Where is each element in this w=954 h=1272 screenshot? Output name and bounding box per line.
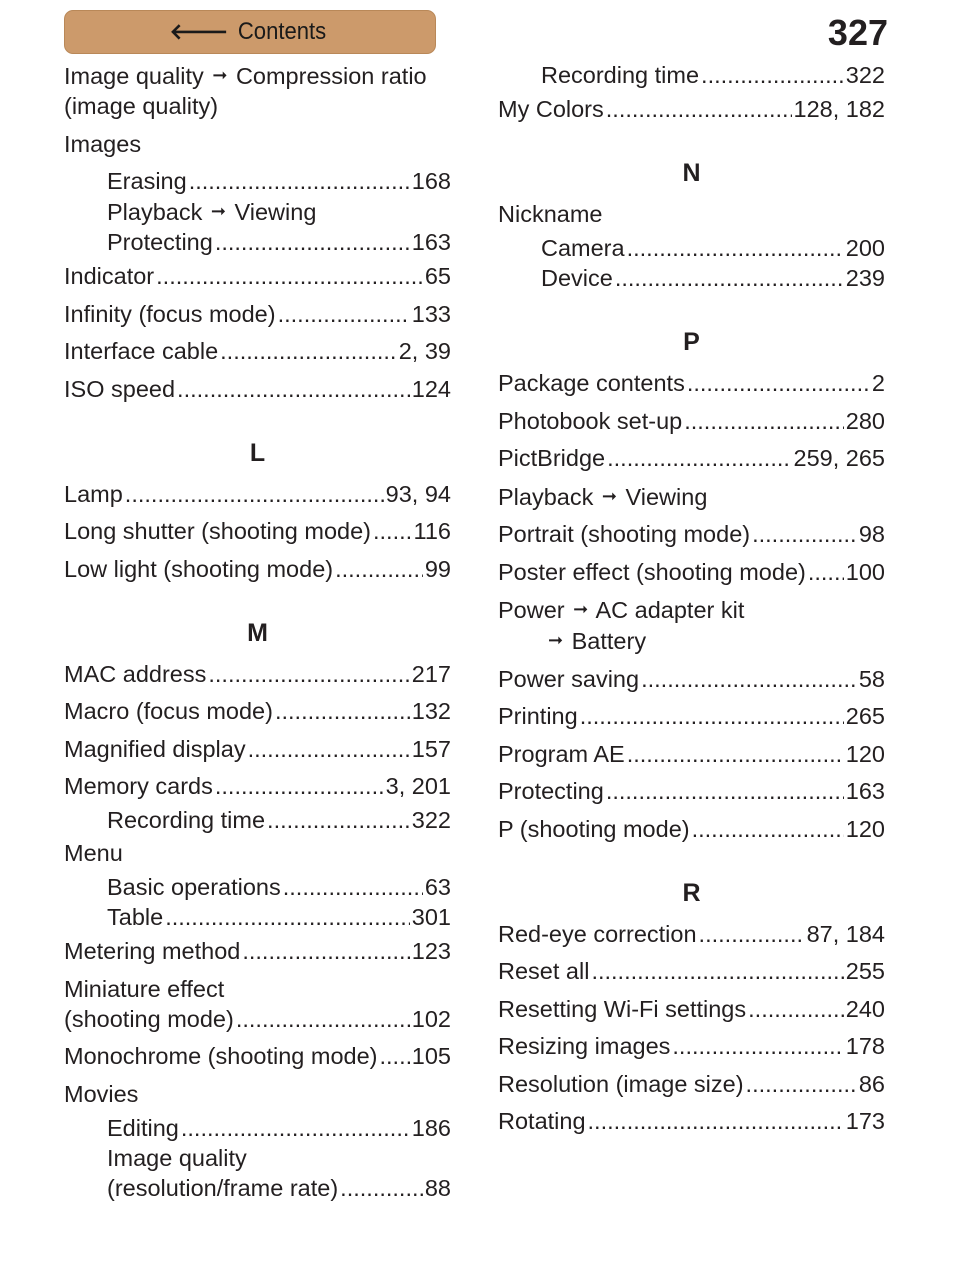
section-heading-n: N — [682, 159, 701, 187]
arrow-left-icon: 🡐 — [169, 19, 229, 44]
index-entry: Movies — [64, 1080, 139, 1107]
index-entry[interactable]: Resetting Wi-Fi settings ..... 240 — [498, 994, 885, 1024]
index-entry-continued[interactable]: (shooting mode) ..... 102 — [64, 1004, 451, 1034]
index-entry: Images — [64, 130, 142, 157]
index-subentry: Image quality — [107, 1144, 247, 1171]
index-entry: Power ➞ AC adapter kit — [498, 597, 745, 623]
index-entry[interactable]: Interface cable ..... 2, 39 — [64, 336, 451, 366]
right-arrow-icon: ➞ — [601, 485, 617, 506]
section-heading-p: P — [683, 328, 700, 356]
index-entry[interactable]: Monochrome (shooting mode) ..... 105 — [64, 1041, 451, 1071]
index-subentry[interactable]: Erasing ..... 168 — [64, 166, 451, 196]
index-entry[interactable]: Metering method ..... 123 — [64, 936, 451, 966]
index-subentry[interactable]: Basic operations ..... 63 — [64, 872, 451, 902]
index-entry[interactable]: Low light (shooting mode) ..... 99 — [64, 554, 451, 584]
index-entry[interactable]: Long shutter (shooting mode) ..... 116 — [64, 516, 451, 546]
index-entry[interactable]: P (shooting mode) ..... 120 — [498, 814, 885, 844]
index-entry[interactable]: Resolution (image size) ..... 86 — [498, 1069, 885, 1099]
index-subentry[interactable]: Protecting ..... 163 — [64, 227, 451, 257]
right-arrow-icon: ➞ — [212, 65, 228, 85]
section-heading-m: M — [247, 618, 268, 647]
index-subentry[interactable]: Recording time ..... 322 — [498, 60, 885, 90]
index-entry[interactable]: Lamp ..... 93, 94 — [64, 479, 451, 509]
index-entry[interactable]: Protecting ..... 163 — [498, 776, 885, 806]
index-entry[interactable]: Poster effect (shooting mode) ..... 100 — [498, 557, 885, 587]
index-entry: Image quality ➞ Compression ratio — [64, 63, 427, 89]
index-subentry-continued[interactable]: (resolution/frame rate) ..... 88 — [64, 1173, 451, 1203]
index-entry: Playback ➞ Viewing — [498, 483, 708, 510]
index-entry: Miniature effect — [64, 975, 225, 1002]
index-entry[interactable]: Memory cards ..... 3, 201 — [64, 771, 451, 801]
index-entry[interactable]: Program AE ..... 120 — [498, 739, 885, 769]
contents-button[interactable] — [64, 10, 436, 54]
index-subentry[interactable]: Device ..... 239 — [498, 263, 885, 293]
index-subentry[interactable]: Recording time ..... 322 — [64, 805, 451, 835]
index-entry[interactable]: Photobook set-up ..... 280 — [498, 406, 885, 436]
index-entry[interactable]: ISO speed ..... 124 — [64, 374, 451, 404]
index-entry[interactable]: MAC address ..... 217 — [64, 659, 451, 689]
contents-label: Contents — [238, 18, 327, 45]
index-entry: Nickname — [498, 201, 603, 227]
index-entry[interactable]: Package contents ..... 2 — [498, 368, 885, 398]
page-number: 327 — [827, 12, 888, 53]
index-entry-continued: (image quality) — [64, 93, 219, 119]
section-heading-r: R — [682, 878, 701, 907]
index-entry[interactable]: Printing ..... 265 — [498, 701, 885, 731]
index-entry[interactable]: My Colors ..... 128, 182 — [498, 94, 885, 124]
right-arrow-icon: ➞ — [573, 599, 589, 619]
index-entry[interactable]: Resizing images ..... 178 — [498, 1031, 885, 1061]
index-entry[interactable]: Macro (focus mode) ..... 132 — [64, 696, 451, 726]
index-entry[interactable]: Portrait (shooting mode) ..... 98 — [498, 519, 885, 549]
index-subentry: Playback ➞ Viewing — [107, 199, 317, 225]
index-entry[interactable]: Indicator ..... 65 — [64, 261, 451, 291]
index-subentry[interactable]: Camera ..... 200 — [498, 233, 885, 263]
index-subentry[interactable]: Editing ..... 186 — [64, 1113, 451, 1143]
index-entry[interactable]: Power saving ..... 58 — [498, 664, 885, 694]
index-subentry[interactable]: Table ..... 301 — [64, 902, 451, 932]
index-column-right — [498, 60, 885, 1136]
index-entry: Menu — [64, 840, 123, 866]
right-arrow-icon: ➞ — [210, 201, 226, 221]
section-heading-l: L — [249, 438, 266, 467]
index-entry[interactable]: Magnified display ..... 157 — [64, 734, 451, 764]
index-entry[interactable]: Rotating ..... 173 — [498, 1106, 885, 1136]
index-column-left — [64, 60, 451, 1203]
index-entry[interactable]: Reset all ..... 255 — [498, 956, 885, 986]
right-arrow-icon: ➞ — [548, 630, 564, 650]
index-entry[interactable]: Infinity (focus mode) ..... 133 — [64, 299, 451, 329]
index-entry[interactable]: Red-eye correction ..... 87, 184 — [498, 919, 885, 949]
index-entry-continued: ➞ Battery — [548, 628, 647, 654]
index-entry[interactable]: PictBridge ..... 259, 265 — [498, 443, 885, 473]
